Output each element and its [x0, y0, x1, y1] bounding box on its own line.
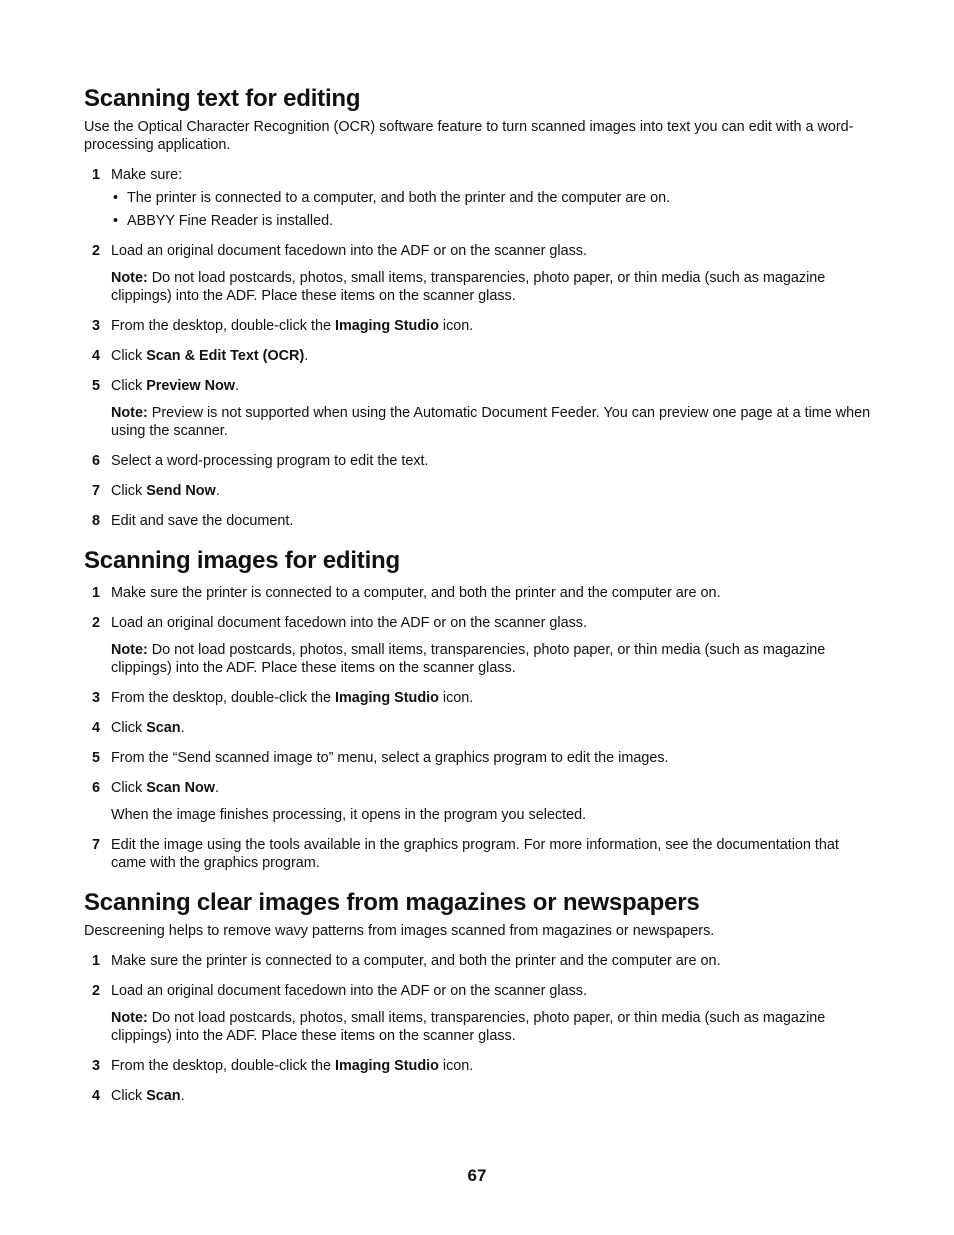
step-text: Load an original document facedown into the ADF or on the scanner glass.	[111, 615, 587, 631]
ui-term: Imaging Studio	[334, 1058, 439, 1074]
ui-term: Scan & Edit Text (OCR)	[146, 348, 305, 364]
step-text: From the “Send scanned image to” menu, select a graphics program to edit the images.	[111, 750, 669, 766]
step-number: 6	[92, 453, 101, 469]
section-heading: Scanning text for editing	[84, 85, 361, 112]
step-number: 5	[92, 378, 101, 394]
section-heading: Scanning images for editing	[84, 547, 400, 574]
section-intro: Descreening helps to remove wavy patterns from images scanned from magazines or newspapers.	[84, 923, 715, 939]
step-text: From the desktop, double-click the Imaging Studio icon.	[111, 318, 474, 334]
step-item	[84, 482, 874, 500]
note-label: Note:	[111, 270, 148, 286]
step-text: Click Scan & Edit Text (OCR).	[111, 348, 309, 364]
ui-term: Scan	[146, 720, 181, 736]
step-number: 2	[92, 615, 101, 631]
step-number: 7	[92, 483, 101, 499]
step-text: Make sure the printer is connected to a computer, and both the printer and the computer are on.	[111, 585, 721, 601]
step-item	[84, 689, 874, 707]
step-number: 4	[92, 1088, 101, 1104]
step-note	[111, 404, 874, 440]
step-note	[111, 269, 874, 305]
step-item	[84, 377, 874, 440]
step-text: Click Preview Now.	[111, 378, 239, 394]
step-number: 6	[92, 780, 101, 796]
ui-term: Scan	[146, 1088, 181, 1104]
step-text: From the desktop, double-click the Imaging Studio icon.	[111, 690, 474, 706]
step-number: 7	[92, 837, 101, 853]
step-number: 1	[92, 953, 101, 969]
bullet-item: • The printer is connected to a computer, and both the printer and the computer are on.	[113, 190, 671, 206]
step-text: Edit and save the document.	[111, 513, 294, 529]
step-item	[84, 452, 874, 470]
step-number: 8	[92, 513, 101, 529]
bullet-glyph: •	[113, 190, 119, 206]
step-number: 2	[92, 243, 101, 259]
bullet-list	[111, 189, 874, 230]
note-text: Preview is not supported when using the Automatic Document Feeder. You can preview one page at a time when using the scanner.	[111, 405, 871, 439]
note-text: Do not load postcards, photos, small items, transparencies, photo paper, or thin media (such as magazine clippings) into the ADF. Place these items on the scanner glass.	[111, 270, 826, 304]
step-note	[111, 1009, 874, 1045]
step-number: 2	[92, 983, 101, 999]
step-item	[84, 242, 874, 305]
section-scanning-text	[84, 84, 874, 530]
step-text: Select a word-processing program to edit the text.	[111, 453, 429, 469]
section-heading: Scanning clear images from magazines or newspapers	[84, 889, 700, 916]
step-item	[84, 836, 874, 872]
step-item	[84, 166, 874, 230]
step-number: 4	[92, 348, 101, 364]
step-item	[84, 1087, 874, 1105]
step-text: Load an original document facedown into the ADF or on the scanner glass.	[111, 983, 587, 999]
page-number: 67	[467, 1166, 487, 1185]
note-text: Do not load postcards, photos, small items, transparencies, photo paper, or thin media (such as magazine clippings) into the ADF. Place these items on the scanner glass.	[111, 642, 826, 676]
bullet-glyph: •	[113, 213, 119, 229]
step-text: From the desktop, double-click the Imaging Studio icon.	[111, 1058, 474, 1074]
step-number: 3	[92, 690, 101, 706]
ui-term: Scan Now	[146, 780, 215, 796]
step-number: 1	[92, 167, 101, 183]
ui-term: Send Now	[146, 483, 216, 499]
step-note	[111, 641, 874, 677]
step-item	[84, 779, 874, 824]
note-label: Note:	[111, 1010, 148, 1026]
step-item	[84, 512, 874, 530]
step-number: 4	[92, 720, 101, 736]
step-item	[84, 584, 874, 602]
step-number: 3	[92, 318, 101, 334]
step-item	[84, 719, 874, 737]
step-text: Click Scan.	[111, 720, 185, 736]
page-content	[84, 84, 874, 1121]
note-text: Do not load postcards, photos, small items, transparencies, photo paper, or thin media (such as magazine clippings) into the ADF. Place these items on the scanner glass.	[111, 1010, 826, 1044]
step-number: 5	[92, 750, 101, 766]
step-item	[84, 347, 874, 365]
step-text: Click Scan.	[111, 1088, 185, 1104]
step-item	[84, 317, 874, 335]
step-item	[84, 749, 874, 767]
step-number: 3	[92, 1058, 101, 1074]
step-extra-text: When the image finishes processing, it opens in the program you selected.	[111, 807, 587, 823]
note-label: Note:	[111, 642, 148, 658]
step-text: Make sure the printer is connected to a computer, and both the printer and the computer are on.	[111, 953, 721, 969]
step-item	[84, 614, 874, 677]
ui-term: Preview Now	[146, 378, 235, 394]
step-number: 1	[92, 585, 101, 601]
ui-term: Imaging Studio	[334, 690, 439, 706]
section-intro: Use the Optical Character Recognition (OCR) software feature to turn scanned images into text you can edit with a word-processing application.	[84, 119, 854, 153]
step-item	[84, 952, 874, 970]
step-text: Make sure:	[111, 167, 183, 183]
step-text: Edit the image using the tools available in the graphics program. For more information, see the documentation that came with the graphics program.	[111, 837, 839, 871]
section-scanning-images	[84, 546, 874, 872]
step-text: Click Send Now.	[111, 483, 220, 499]
bullet-item: • ABBYY Fine Reader is installed.	[113, 213, 334, 229]
step-item	[84, 1057, 874, 1075]
step-text: Click Scan Now.	[111, 780, 219, 796]
ui-term: Imaging Studio	[334, 318, 439, 334]
note-label: Note:	[111, 405, 148, 421]
section-descreening	[84, 888, 874, 1105]
step-text: Load an original document facedown into the ADF or on the scanner glass.	[111, 243, 587, 259]
step-item	[84, 982, 874, 1045]
